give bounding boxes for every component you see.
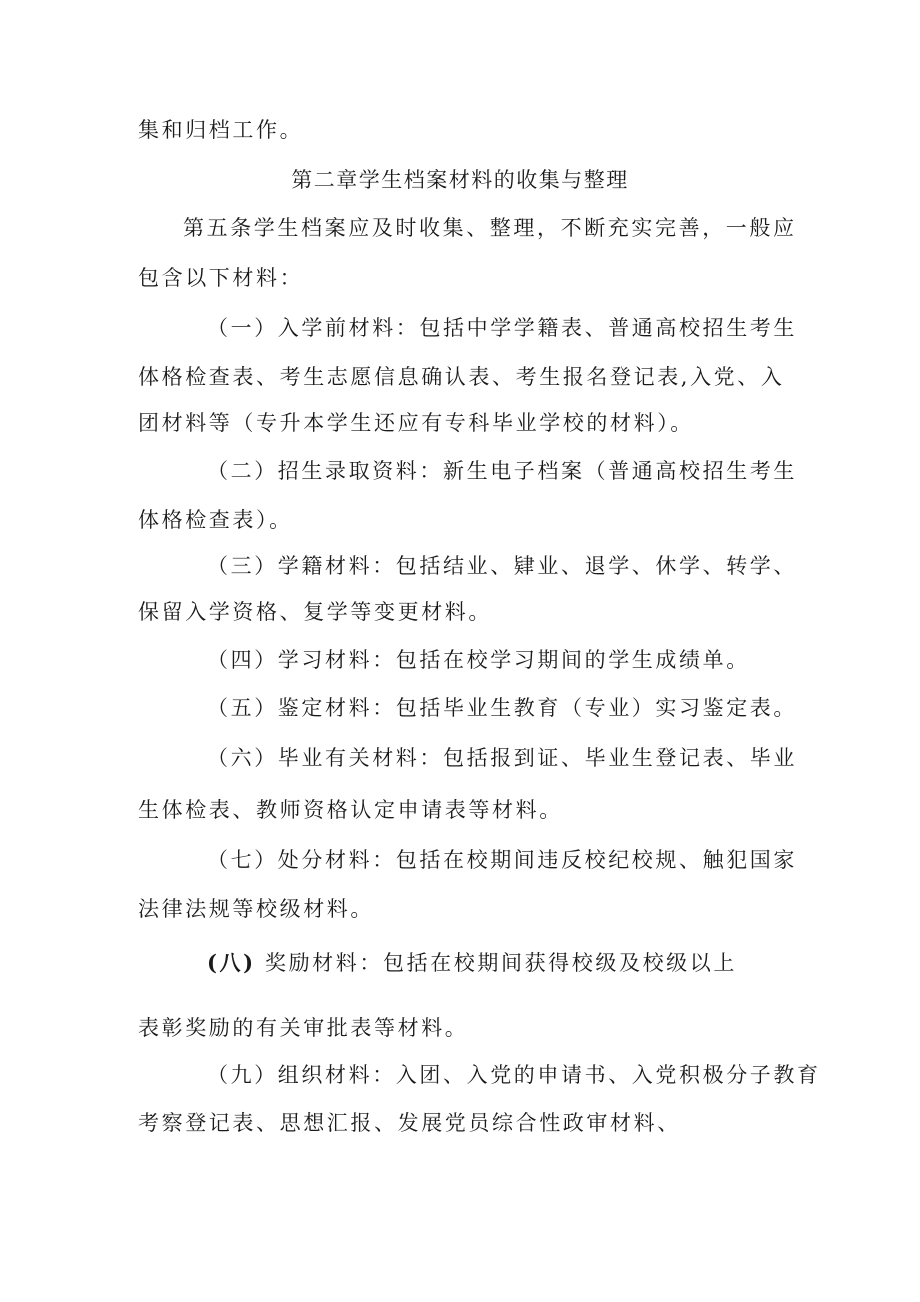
item-two-line-1: （二）招生录取资料：新生电子档案（普通高校招生考生 [207, 459, 797, 483]
chapter-title: 第二章学生档案材料的收集与整理 [291, 168, 629, 192]
item-five-line: （五）鉴定材料：包括毕业生教育（专业）实习鉴定表。 [207, 696, 797, 720]
item-eight-marker: (八) [207, 950, 256, 975]
article-five-line-2: 包含以下材料： [138, 266, 304, 290]
item-nine-line-2: 考察登记表、思想汇报、发展党员综合性政审材料、 [138, 1111, 681, 1135]
item-two-line-2: 体格检查表）。 [138, 508, 293, 532]
item-seven-line-1: （七）处分材料：包括在校期间违反校纪校规、触犯国家 [207, 848, 797, 872]
item-one-line-3: 团材料等（专升本学生还应有专科毕业学校的材料）。 [138, 411, 694, 435]
item-one-line-2: 体格检查表、考生志愿信息确认表、考生报名登记表,入党、入 [138, 365, 785, 389]
item-six-line-2: 生体检表、教师资格认定申请表等材料。 [138, 798, 563, 822]
item-three-line-1: （三）学籍材料：包括结业、肄业、退学、休学、转学、 [207, 554, 797, 578]
item-six-line-1: （六）毕业有关材料：包括报到证、毕业生登记表、毕业 [207, 746, 797, 770]
item-nine-line-1: （九）组织材料：入团、入党的申请书、入党积极分子教育 [207, 1063, 821, 1087]
item-one-line-1: （一）入学前材料：包括中学学籍表、普通高校招生考生 [207, 316, 797, 340]
item-seven-line-2: 法律法规等校级材料。 [138, 897, 374, 921]
item-three-line-2: 保留入学资格、复学等变更材料。 [138, 600, 492, 624]
paragraph-continuation: 集和归档工作。 [138, 118, 304, 142]
item-eight-line-2: 表彰奖励的有关审批表等材料。 [138, 1016, 469, 1040]
item-eight-text: 奖励材料：包括在校期间获得校级及校级以上 [264, 951, 737, 975]
item-eight-line-1 [207, 948, 737, 978]
article-five-line-1: 第五条学生档案应及时收集、整理，不断充实完善，一般应 [183, 216, 797, 240]
item-four-line: （四）学习材料：包括在校学习期间的学生成绩单。 [207, 648, 750, 672]
